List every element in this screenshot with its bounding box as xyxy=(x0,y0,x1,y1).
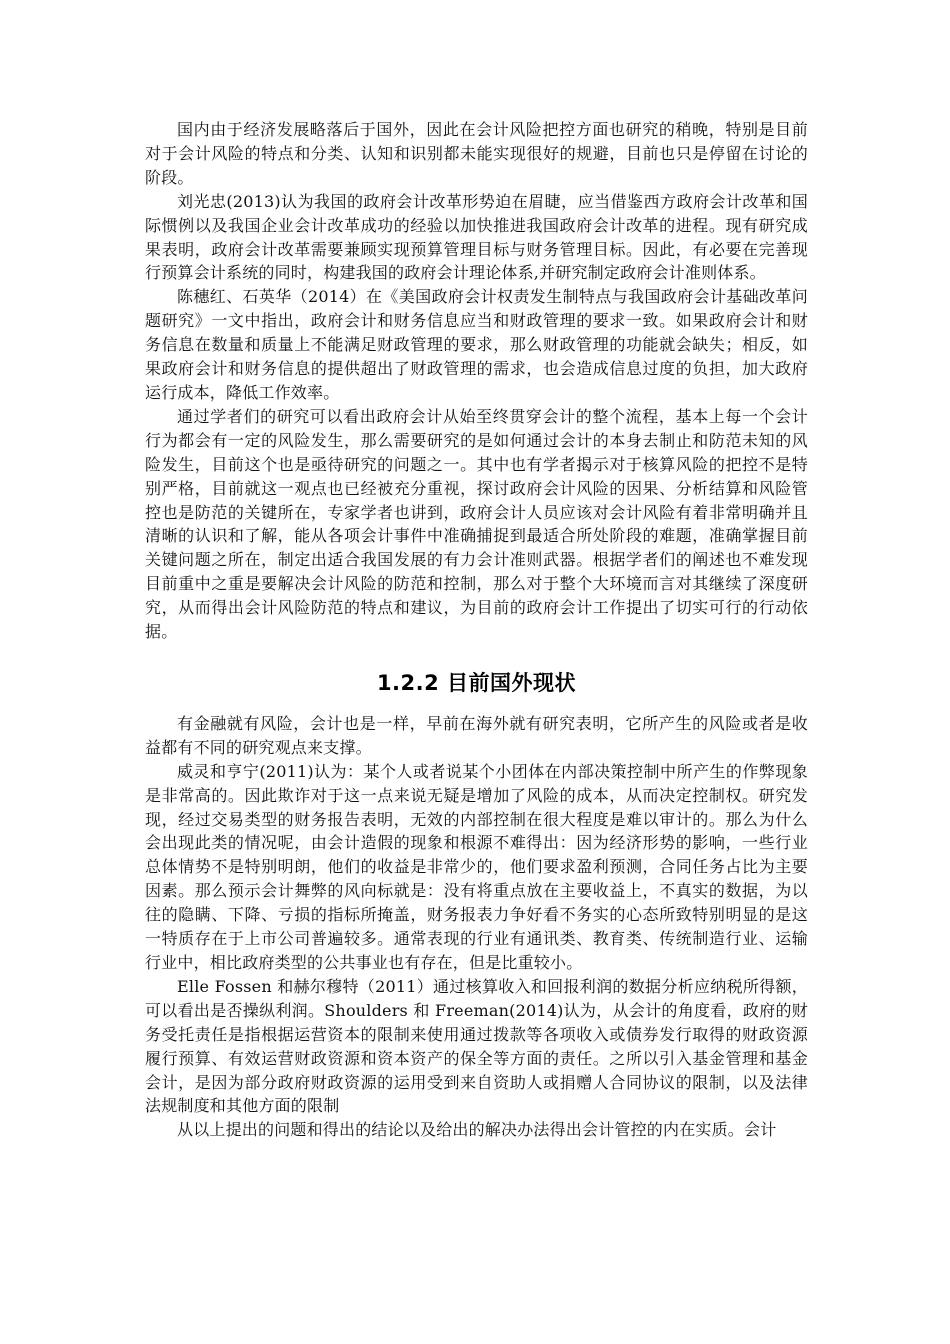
section-heading: 1.2.2 目前国外现状 xyxy=(376,670,577,695)
paragraph: 通过学者们的研究可以看出政府会计从始至终贯穿会计的整个流程，基本上每一个会计行为都会有一定的风险发生，那么需要研究的是如何通过会计的本身去制止和防范未知的风险发生，目前这个也是亟待研究的问题之一。其中也有学者揭示对于核算风险的把控不是特别严格，目前就这一观点也已经被充分重视，探讨政府会计风险的因果、分析结算和风险管控也是防范的关键所在，专家学者也讲到，政府会计人员应该对会计风险有着非常明确并且清晰的认识和了解，能从各项会计事件中准确捕捉到最适合所处阶段的难题，准确掌握目前关键问题之所在，制定出适合我国发展的有力会计准则武器。根据学者们的阐述也不难发现目前重中之重是要解决会计风险的防范和控制，那么对于整个大环境而言对其继续了深度研究，从而得出会计风险防范的特点和建议，为目前的政府会计工作提出了切实可行的行动依据。 xyxy=(145,406,808,642)
document-body xyxy=(145,118,808,1142)
paragraph: 国内由于经济发展略落后于国外，因此在会计风险把控方面也研究的稍晚，特别是目前对于会计风险的特点和分类、认知和识别都未能实现很好的规避，目前也只是停留在讨论的阶段。 xyxy=(145,120,808,187)
paragraph: 从以上提出的问题和得出的结论以及给出的解决办法得出会计管控的内在实质。会计 xyxy=(177,1120,777,1140)
paragraph: 陈穗红、石英华（2014）在《美国政府会计权责发生制特点与我国政府会计基础改革问题研究》一文中指出，政府会计和财务信息应当和财政管理的要求一致。如果政府会计和财务信息在数量和质量上不能满足财政管理的要求，那么财政管理的功能就会缺失；相反，如果政府会计和财务信息的提供超出了财政管理的需求，也会造成信息过度的负担，加大政府运行成本，降低工作效率。 xyxy=(145,287,808,402)
paragraph: 威灵和亨宁(2011)认为：某个人或者说某个小团体在内部决策控制中所产生的作弊现象是非常高的。因此欺诈对于这一点来说无疑是增加了风险的成本，从而决定控制权。研究发现，经过交易类型的财务报告表明，无效的内部控制在很大程度是难以审计的。那么为什么会出现此类的情况呢，由会计造假的现象和根源不难得出：因为经济形势的影响，一些行业总体情势不是特别明朗，他们的收益是非常少的，他们要求盈利预测，合同任务占比为主要因素。那么预示会计舞弊的风向标就是：没有将重点放在主要收益上，不真实的数据，为以往的隐瞒、下降、亏损的指标所掩盖，财务报表力争好看不务实的心态所致特别明显的是这一特质存在于上市公司普遍较多。通常表现的行业有通讯类、教育类、传统制造行业、运输行业中，相比政府类型的公共事业也有存在，但是比重较小。 xyxy=(145,761,808,972)
paragraph: Elle Fossen 和赫尔穆特（2011）通过核算收入和回报利润的数据分析应纳税所得额，可以看出是否操纵利润。Shoulders 和 Freeman(2014)认为，从会计的角度看，政府的财务受托责任是指根据运营资本的限制来使用通过拨款等各项收入或债券发行取得的财政资源履行预算、有效运营财政资源和资本资产的保全等方面的责任。之所以引入基金管理和基金会计，是因为部分政府财政资源的运用受到来自资助人或捐赠人合同协议的限制，以及法律法规制度和其他方面的限制 xyxy=(145,976,808,1116)
paragraph: 有金融就有风险，会计也是一样，早前在海外就有研究表明，它所产生的风险或者是收益都有不同的研究观点来支撑。 xyxy=(145,713,808,757)
paragraph: 刘光忠(2013)认为我国的政府会计改革形势迫在眉睫，应当借鉴西方政府会计改革和国际惯例以及我国企业会计改革成功的经验以加快推进我国政府会计改革的进程。现有研究成果表明，政府会计改革需要兼顾实现预算管理目标与财务管理目标。因此，有必要在完善现行预算会计系统的同时，构建我国的政府会计理论体系,并研究制定政府会计准则体系。 xyxy=(145,191,808,283)
